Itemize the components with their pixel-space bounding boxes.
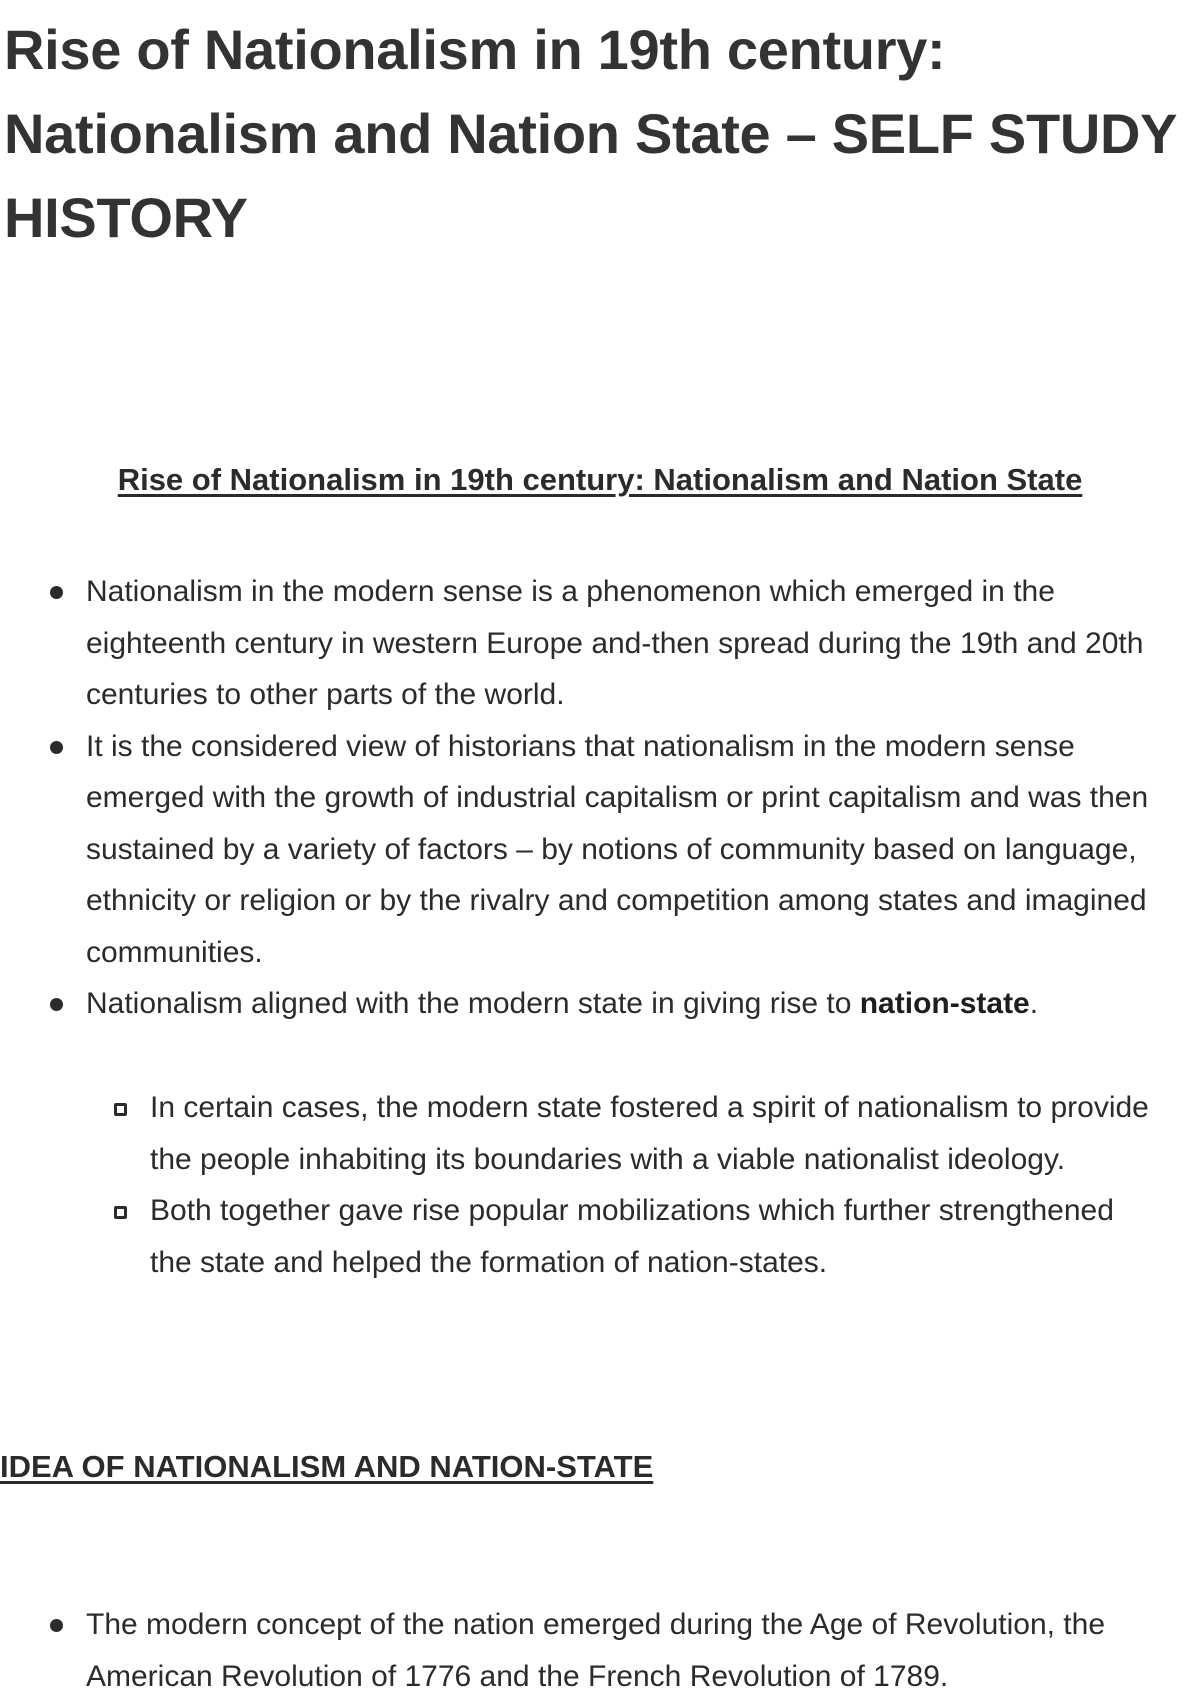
list-item — [86, 978, 1186, 1030]
idea-bullet-list — [86, 1599, 1186, 1702]
list-item-text: Nationalism aligned with the modern state in giving rise to — [86, 987, 860, 1020]
idea-heading-text: IDEA OF NATIONALISM AND NATION-STATE — [0, 1449, 654, 1484]
list-item: The modern concept of the nation emerged during the Age of Revolution, the American Revolution of 1776 and the French Revolution of 1789. — [86, 1599, 1186, 1702]
page-title: Rise of Nationalism in 19th century: Nationalism and Nation State – SELF STUDY HISTORY — [4, 18, 1177, 249]
list-item: It is the considered view of historians that nationalism in the modern sense emerged with the growth of industrial capitalism or print capitalism and was then sustained by a variety of factors – by notions of community based on language, ethnicity or religion or by the rivalry and competition among states and imagined communities. — [86, 721, 1186, 979]
sub-bullet-list — [150, 1082, 1160, 1288]
section-heading-text: Rise of Nationalism in 19th century: Nationalism and Nation State — [117, 462, 1083, 497]
list-item-punctuation: . — [1029, 987, 1039, 1020]
list-item: Nationalism in the modern sense is a phenomenon which emerged in the eighteenth century in western Europe and-then spread during the 19th and 20th centuries to other parts of the world. — [86, 566, 1186, 721]
bullet-list — [86, 566, 1186, 1030]
sub-list-item: Both together gave rise popular mobilizations which further strengthened the state and helped the formation of nation-states. — [150, 1185, 1160, 1288]
section-heading — [0, 458, 1200, 502]
idea-heading — [0, 1445, 653, 1489]
sub-list-item: In certain cases, the modern state fostered a spirit of nationalism to provide the people inhabiting its boundaries with a viable nationalist ideology. — [150, 1082, 1160, 1185]
bold-term: nation-state — [859, 987, 1030, 1020]
